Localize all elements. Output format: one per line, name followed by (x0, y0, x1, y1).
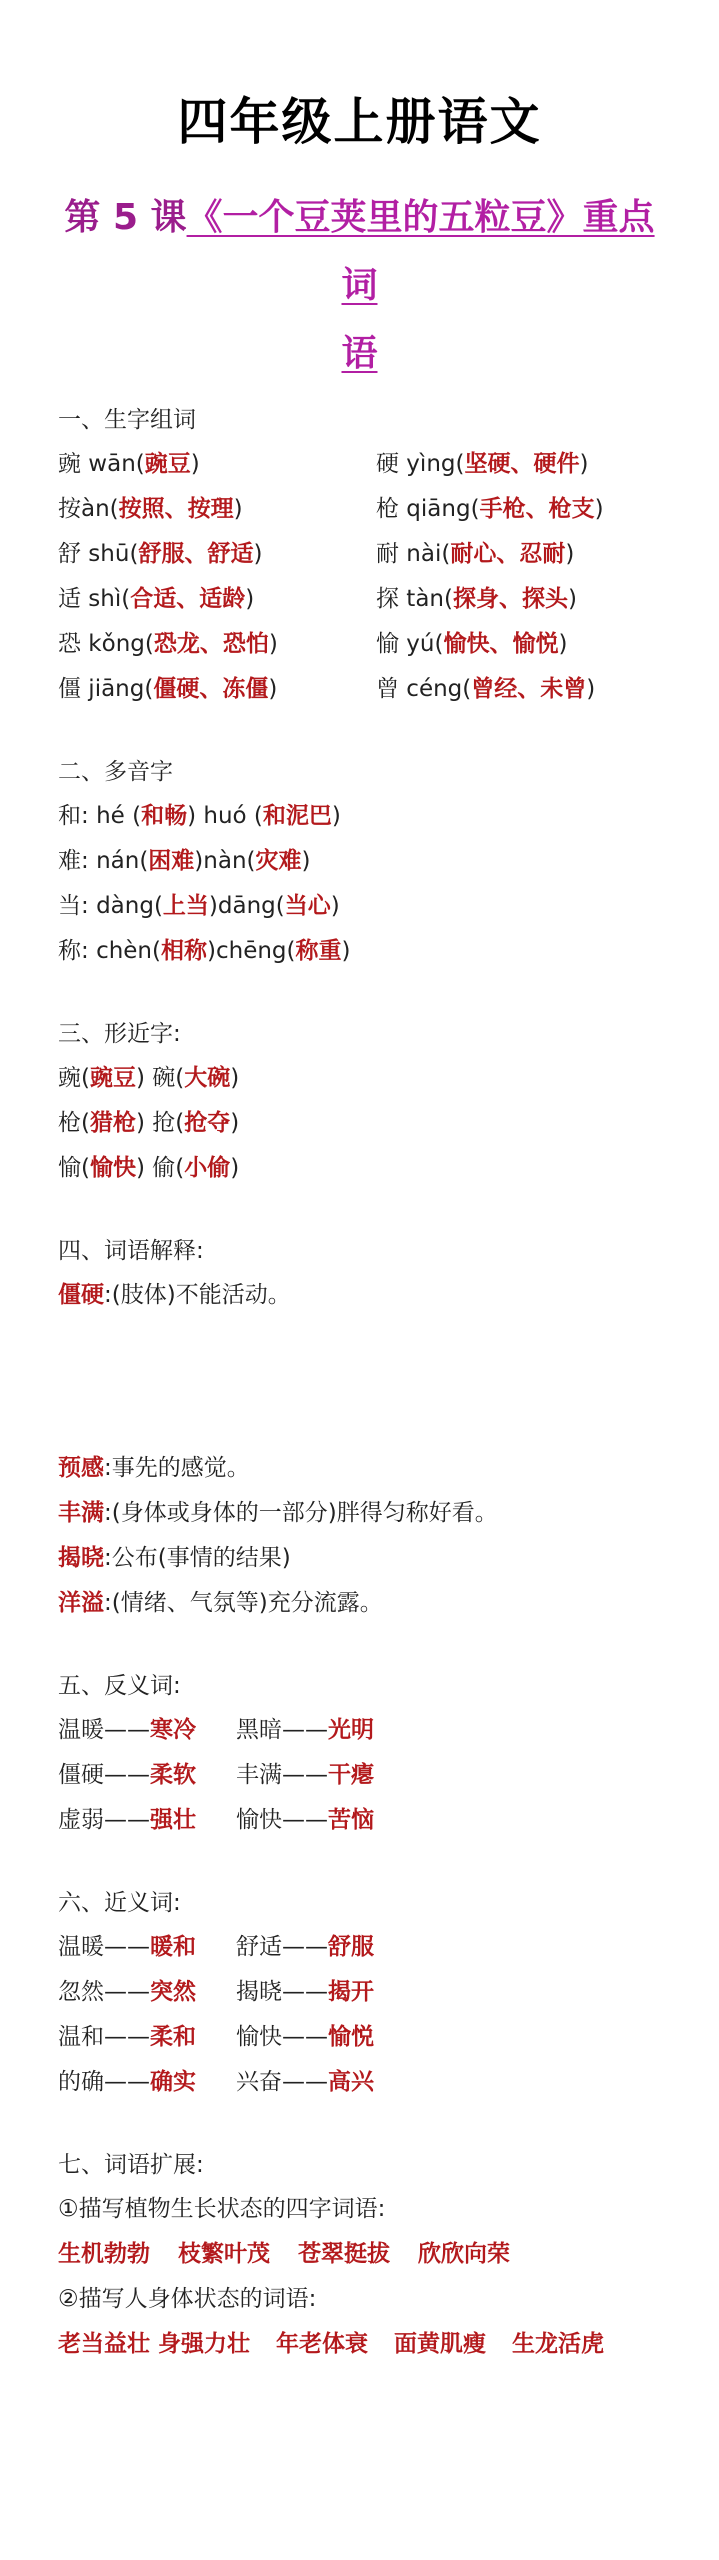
definition-row (58, 1581, 661, 1626)
definition-row (58, 1536, 661, 1581)
definition-row (58, 1273, 661, 1318)
similar-char-word: 小偷 (184, 1155, 231, 1181)
polyphone-char: 当: (58, 893, 89, 919)
synonym-match: 突然 (150, 1979, 196, 2005)
character-words: 曾经、未曾 (471, 676, 587, 702)
page-title: 四年级上册语文 (177, 93, 542, 151)
synonym-row (58, 2015, 661, 2060)
synonym-match: 柔和 (150, 2024, 196, 2050)
extension-phrase: 欣欣向荣 (418, 2241, 510, 2267)
character-pinyin: 枪 qiāng (376, 496, 471, 522)
synonyms-list (58, 1925, 661, 2105)
extension-phrase: 老当益壮 (58, 2331, 150, 2357)
definition-text: :(身体或身体的一部分)胖得匀称好看。 (104, 1500, 498, 1526)
synonym-pair (58, 1934, 196, 1960)
antonyms-list (58, 1708, 661, 1843)
character-entry: 适 shì(合适、适龄) (58, 586, 255, 612)
characters-row (58, 667, 661, 712)
antonym-row (58, 1798, 661, 1843)
similar-chars-row: 豌(豌豆) 碗(大碗) (58, 1065, 240, 1091)
character-words: 按照、按理 (118, 496, 234, 522)
polyphone-word: 和畅 (141, 803, 188, 829)
section-synonyms (58, 1881, 661, 2105)
character-entry: 按àn(按照、按理) (58, 496, 243, 522)
antonym-dash: —— (104, 1762, 150, 1788)
synonym-word: 忽然 (58, 1979, 104, 2005)
polyphone-pinyin: hé (96, 803, 125, 829)
extension-phrase: 面黄肌瘦 (394, 2331, 486, 2357)
synonym-pair (236, 2024, 374, 2050)
antonym-pair (236, 1807, 374, 1833)
lesson-number: 第 5 课 (64, 197, 187, 238)
characters-row (58, 622, 661, 667)
character-pinyin: 豌 wān (58, 451, 136, 477)
character-pinyin: 曾 céng (376, 676, 463, 702)
character-words: 手枪、枪支 (479, 496, 595, 522)
character-entry: 豌 wān(豌豆) (58, 451, 200, 477)
synonym-dash: —— (282, 1979, 328, 2005)
section-similar-chars (58, 1012, 661, 1191)
characters-row (58, 442, 661, 487)
extension-subheading-body: ②描写人身体状态的词语: (58, 2286, 317, 2312)
section-word-extension (58, 2143, 661, 2367)
character-entry: 枪 qiāng(手枪、枪支) (376, 496, 604, 522)
similar-char: 枪 (58, 1110, 81, 1136)
definitions-list-top (58, 1273, 661, 1318)
polyphone-word: 和泥巴 (262, 803, 332, 829)
similar-char-word: 豌豆 (89, 1065, 136, 1091)
character-entry: 耐 nài(耐心、忍耐) (376, 541, 575, 567)
synonym-dash: —— (282, 2024, 328, 2050)
synonym-word: 兴奋 (236, 2069, 282, 2095)
polyphone-word: 称重 (295, 938, 342, 964)
antonym-dash: —— (282, 1762, 328, 1788)
polyphone-pinyin: nán (96, 848, 140, 874)
antonym-dash: —— (282, 1807, 328, 1833)
character-entry: 硬 yìng(坚硬、硬件) (376, 451, 589, 477)
antonym-word: 愉快 (236, 1807, 282, 1833)
character-entry: 曾 céng(曾经、未曾) (376, 676, 596, 702)
character-pinyin: 僵 jiāng (58, 676, 145, 702)
synonym-match: 高兴 (328, 2069, 374, 2095)
definitions-list-bottom (58, 1446, 661, 1626)
character-pinyin: 适 shì (58, 586, 122, 612)
polyphone-char: 难: (58, 848, 89, 874)
character-words: 恐龙、恐怕 (153, 631, 269, 657)
synonym-word: 舒适 (236, 1934, 282, 1960)
character-entry: 僵 jiāng(僵硬、冻僵) (58, 676, 278, 702)
lesson-name: 《一个豆荚里的五粒豆》重点词 (186, 197, 655, 306)
definition-term: 揭晓 (58, 1545, 104, 1571)
definition-term: 预感 (58, 1455, 104, 1481)
synonym-dash: —— (104, 2024, 150, 2050)
polyphone-word: 上当 (162, 893, 209, 919)
extension-subheading-plants: ①描写植物生长状态的四字词语: (58, 2196, 386, 2222)
similar-char-word: 抢夺 (184, 1110, 231, 1136)
extension-phrase: 枝繁叶茂 (178, 2241, 270, 2267)
character-entry: 愉 yú(愉快、愉悦) (376, 631, 568, 657)
definition-term: 丰满 (58, 1500, 104, 1526)
polyphone-pinyin: chèn (96, 938, 153, 964)
extension-phrase: 生龙活虎 (512, 2331, 604, 2357)
polyphone-word: 灾难 (255, 848, 302, 874)
similar-char: 抢 (152, 1110, 176, 1136)
antonym-match: 苦恼 (328, 1807, 374, 1833)
character-pinyin: 按àn (58, 496, 110, 522)
synonym-match: 愉悦 (328, 2024, 374, 2050)
synonym-pair (58, 2069, 196, 2095)
antonym-dash: —— (282, 1717, 328, 1743)
section-heading: 七、词语扩展: (58, 2152, 204, 2178)
characters-row (58, 487, 661, 532)
section-characters (58, 398, 661, 712)
synonym-pair (236, 1934, 374, 1960)
antonym-match: 强壮 (150, 1807, 196, 1833)
polyphone-pinyin: dāng (217, 893, 276, 919)
extension-phrases-plants (58, 2232, 661, 2277)
character-entry: 舒 shū(舒服、舒适) (58, 541, 263, 567)
characters-row (58, 577, 661, 622)
antonym-word: 虚弱 (58, 1807, 104, 1833)
synonym-word: 的确 (58, 2069, 104, 2095)
synonym-row (58, 1925, 661, 1970)
extension-phrase: 苍翠挺拔 (298, 2241, 390, 2267)
antonym-match: 干瘪 (328, 1762, 374, 1788)
character-pinyin: 愉 yú (376, 631, 435, 657)
extension-phrases-body (58, 2322, 661, 2367)
extension-phrase: 身强力壮 (158, 2331, 250, 2357)
polyphone-pinyin: nàn (203, 848, 247, 874)
character-words: 舒服、舒适 (138, 541, 254, 567)
lesson-name-tail: 语 (341, 333, 378, 374)
antonym-match: 柔软 (150, 1762, 196, 1788)
polyphone-word: 当心 (284, 893, 331, 919)
character-entry: 恐 kǒng(恐龙、恐怕) (58, 631, 278, 657)
character-words: 耐心、忍耐 (450, 541, 566, 567)
definition-row (58, 1446, 661, 1491)
synonym-pair (58, 2024, 196, 2050)
character-pinyin: 舒 shū (58, 541, 130, 567)
extension-phrase: 年老体衰 (276, 2331, 368, 2357)
polyphone-pinyin: chēng (215, 938, 287, 964)
antonym-row (58, 1708, 661, 1753)
synonym-dash: —— (104, 1934, 150, 1960)
section-heading: 二、多音字 (58, 759, 173, 785)
extension-phrase: 生机勃勃 (58, 2241, 150, 2267)
polyphone-pinyin: dàng (96, 893, 154, 919)
antonym-pair (236, 1717, 374, 1743)
character-pinyin: 探 tàn (376, 586, 445, 612)
definition-row (58, 1491, 661, 1536)
synonym-match: 揭开 (328, 1979, 374, 2005)
section-antonyms (58, 1664, 661, 1843)
similar-char: 碗 (152, 1065, 176, 1091)
similar-char-word: 猎枪 (89, 1110, 136, 1136)
antonym-word: 温暖 (58, 1717, 104, 1743)
synonym-row (58, 2060, 661, 2105)
similar-char-word: 愉快 (89, 1155, 136, 1181)
similar-chars-row: 枪(猎枪) 抢(抢夺) (58, 1110, 240, 1136)
section-heading: 五、反义词: (58, 1673, 181, 1699)
definition-term: 洋溢 (58, 1590, 104, 1616)
definition-term: 僵硬 (58, 1282, 104, 1308)
antonym-dash: —— (104, 1717, 150, 1743)
similar-char-word: 大碗 (184, 1065, 231, 1091)
synonym-pair (236, 2069, 374, 2095)
antonym-match: 寒冷 (150, 1717, 196, 1743)
antonym-pair (58, 1807, 196, 1833)
characters-grid (58, 442, 661, 712)
section-heading: 六、近义词: (58, 1890, 181, 1916)
polyphone-char: 称: (58, 938, 89, 964)
character-words: 坚硬、硬件 (464, 451, 580, 477)
character-pinyin: 耐 nài (376, 541, 442, 567)
character-words: 合适、适龄 (130, 586, 246, 612)
similar-char: 豌 (58, 1065, 81, 1091)
synonym-match: 舒服 (328, 1934, 374, 1960)
section-heading: 一、生字组词 (58, 407, 196, 433)
synonym-pair (236, 1979, 374, 2005)
definition-text: :(情绪、气氛等)充分流露。 (104, 1590, 383, 1616)
antonym-row (58, 1753, 661, 1798)
synonym-row (58, 1970, 661, 2015)
definition-text: :事先的感觉。 (104, 1455, 250, 1481)
antonym-pair (58, 1762, 196, 1788)
polyphone-pinyin: huó (203, 803, 247, 829)
antonym-word: 僵硬 (58, 1762, 104, 1788)
definition-text: :公布(事情的结果) (104, 1545, 291, 1571)
section-definitions (58, 1229, 661, 1626)
synonym-match: 暖和 (150, 1934, 196, 1960)
section-polyphones (58, 750, 661, 974)
antonym-match: 光明 (328, 1717, 374, 1743)
synonym-pair (58, 1979, 196, 2005)
synonym-dash: —— (104, 1979, 150, 2005)
synonym-word: 温和 (58, 2024, 104, 2050)
polyphone-word: 困难 (148, 848, 195, 874)
polyphone-row: 和: hé (和畅) huó (和泥巴) (58, 803, 341, 829)
synonym-match: 确实 (150, 2069, 196, 2095)
synonym-word: 温暖 (58, 1934, 104, 1960)
polyphone-row: 当: dàng(上当)dāng(当心) (58, 893, 340, 919)
synonym-dash: —— (282, 2069, 328, 2095)
polyphone-char: 和: (58, 803, 89, 829)
synonym-dash: —— (104, 2069, 150, 2095)
character-pinyin: 恐 kǒng (58, 631, 145, 657)
antonym-pair (236, 1762, 374, 1788)
character-words: 僵硬、冻僵 (153, 676, 269, 702)
similar-chars-list (58, 1056, 661, 1191)
section-heading: 三、形近字: (58, 1021, 181, 1047)
similar-chars-row: 愉(愉快) 偷(小偷) (58, 1155, 240, 1181)
polyphone-word: 相称 (161, 938, 207, 964)
characters-row (58, 532, 661, 577)
character-entry: 探 tàn(探身、探头) (376, 586, 577, 612)
definition-text: :(肢体)不能活动。 (104, 1282, 291, 1308)
character-words: 探身、探头 (453, 586, 568, 612)
synonym-word: 愉快 (236, 2024, 282, 2050)
character-words: 愉快、愉悦 (443, 631, 559, 657)
antonym-pair (58, 1717, 196, 1743)
similar-char: 偷 (152, 1155, 176, 1181)
antonym-word: 黑暗 (236, 1717, 282, 1743)
polyphone-row: 难: nán(困难)nàn(灾难) (58, 848, 311, 874)
similar-char: 愉 (58, 1155, 81, 1181)
polyphone-row: 称: chèn(相称)chēng(称重) (58, 938, 351, 964)
page-subtitle (58, 184, 661, 388)
character-pinyin: 硬 yìng (376, 451, 456, 477)
antonym-word: 丰满 (236, 1762, 282, 1788)
polyphones-list (58, 794, 661, 974)
synonym-dash: —— (282, 1934, 328, 1960)
character-words: 豌豆 (144, 451, 191, 477)
section-heading: 四、词语解释: (58, 1238, 204, 1264)
synonym-word: 揭晓 (236, 1979, 282, 2005)
antonym-dash: —— (104, 1807, 150, 1833)
